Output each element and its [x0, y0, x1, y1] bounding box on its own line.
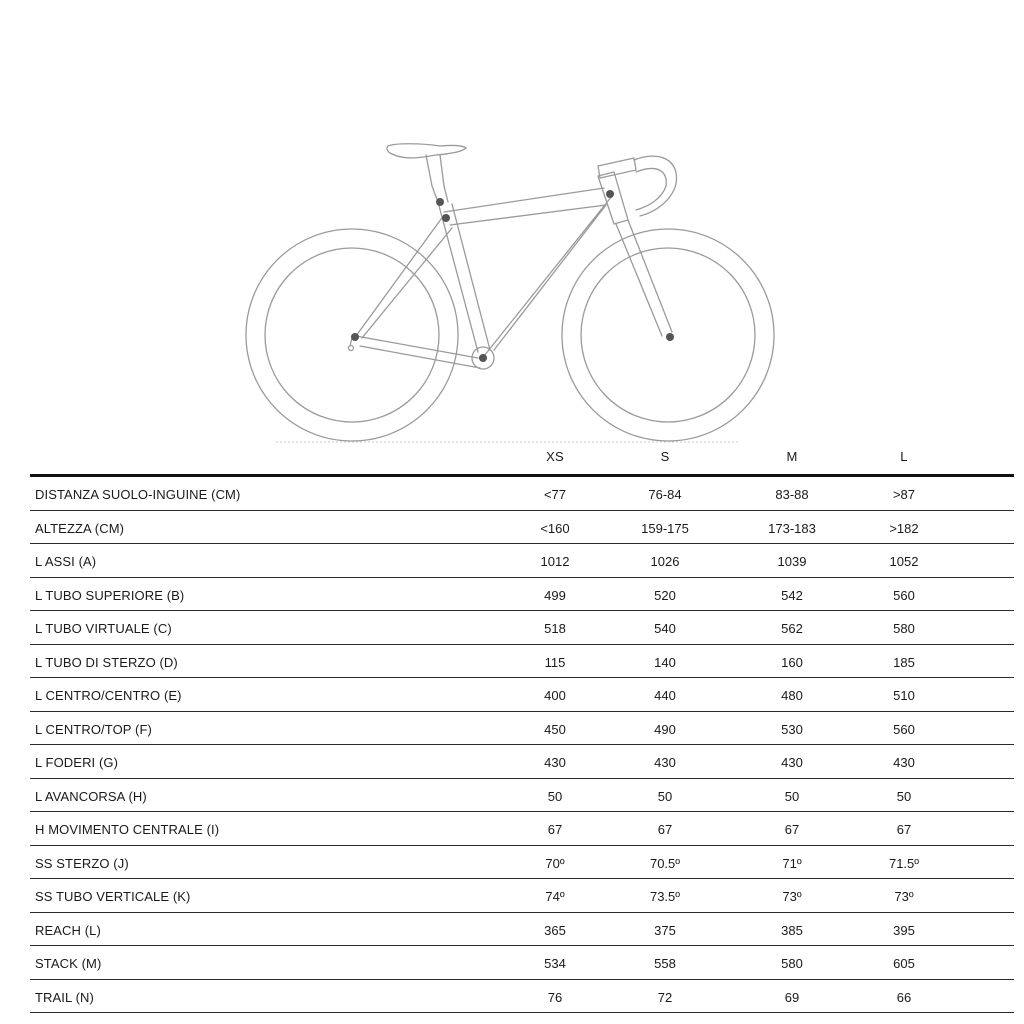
- value-cell-xs: <77: [543, 487, 567, 502]
- value-cell-xs: 50: [547, 788, 563, 804]
- row-label: L AVANCORSA (H): [35, 788, 147, 804]
- table-row: [30, 846, 1014, 880]
- value-cell-xs: 115: [544, 654, 566, 670]
- value-cell-xs: 499: [544, 587, 566, 603]
- value-cell-s: 159-175: [641, 520, 689, 536]
- fork: [616, 220, 672, 336]
- table-row: [30, 879, 1014, 913]
- table-row: [30, 712, 1014, 746]
- value-cell-s: 1026: [650, 554, 680, 569]
- value-cell-m: 173-183: [768, 520, 816, 536]
- value-cell-s: 558: [654, 956, 676, 971]
- down-tube: [484, 196, 612, 356]
- geometry-table: [30, 440, 1014, 1013]
- value-cell-xs: 400: [544, 688, 566, 703]
- row-label: STACK (M): [35, 956, 102, 971]
- table-row: [30, 779, 1014, 813]
- table-row: [30, 980, 1014, 1014]
- row-label: DISTANZA SUOLO-INGUINE (CM): [35, 487, 241, 502]
- value-cell-s: 520: [654, 587, 676, 603]
- size-header-l: L: [900, 449, 908, 464]
- value-cell-l: 510: [893, 688, 915, 703]
- row-label: L CENTRO/CENTRO (E): [35, 688, 182, 703]
- size-header-s: S: [660, 449, 670, 464]
- point-front-axle: [666, 333, 674, 341]
- value-cell-m: 562: [781, 621, 803, 636]
- value-cell-s: 140: [654, 654, 676, 670]
- value-cell-xs: 534: [544, 956, 566, 971]
- table-row: [30, 578, 1014, 612]
- table-row: [30, 544, 1014, 578]
- row-label: SS STERZO (J): [35, 855, 129, 871]
- value-cell-s: 375: [654, 922, 676, 938]
- value-cell-s: 540: [654, 621, 676, 636]
- value-cell-s: 73.5º: [649, 889, 681, 904]
- value-cell-m: 71º: [782, 855, 802, 871]
- point-rear-axle: [351, 333, 359, 341]
- value-cell-xs: 518: [544, 621, 566, 636]
- value-cell-s: 440: [654, 688, 676, 703]
- value-cell-l: 1052: [889, 554, 919, 569]
- value-cell-s: 490: [654, 721, 676, 737]
- value-cell-l: 605: [893, 956, 915, 971]
- value-cell-m: 69: [784, 989, 800, 1005]
- value-cell-m: 83-88: [775, 487, 809, 502]
- value-cell-l: 580: [893, 621, 915, 636]
- value-cell-xs: 67: [547, 822, 563, 837]
- seat-tube: [438, 202, 490, 352]
- table-row: [30, 477, 1014, 511]
- value-cell-l: 67: [896, 822, 912, 837]
- bike-frame-diagram: [240, 136, 780, 446]
- value-cell-xs: 1012: [540, 554, 570, 569]
- value-cell-s: 76-84: [648, 487, 682, 502]
- value-cell-l: 66: [896, 989, 912, 1005]
- point-bottom-bracket: [479, 354, 487, 362]
- value-cell-m: 67: [784, 822, 800, 837]
- table-body: [30, 477, 1014, 1013]
- value-cell-s: 67: [657, 822, 673, 837]
- value-cell-m: 580: [781, 956, 803, 971]
- point-top-tube-junction: [442, 214, 450, 222]
- table-row: [30, 812, 1014, 846]
- value-cell-l: 50: [896, 788, 912, 804]
- value-cell-m: 542: [781, 587, 803, 603]
- value-cell-l: 71.5º: [888, 855, 920, 871]
- value-cell-l: >182: [889, 520, 919, 536]
- value-cell-l: >87: [892, 487, 916, 502]
- value-cell-l: 185: [893, 654, 915, 670]
- table-row: [30, 645, 1014, 679]
- value-cell-l: 560: [893, 587, 915, 603]
- row-label: TRAIL (N): [35, 989, 94, 1005]
- row-label: L ASSI (A): [35, 554, 97, 569]
- point-seatpost: [436, 198, 444, 206]
- value-cell-m: 73º: [782, 889, 802, 904]
- value-cell-m: 50: [784, 788, 800, 804]
- value-cell-m: 430: [781, 755, 803, 770]
- value-cell-l: 395: [893, 922, 915, 938]
- value-cell-l: 430: [893, 755, 915, 770]
- size-header-xs: XS: [546, 449, 564, 464]
- value-cell-m: 480: [781, 688, 803, 703]
- value-cell-m: 160: [781, 654, 803, 670]
- value-cell-xs: 430: [544, 755, 566, 770]
- value-cell-xs: <160: [540, 520, 570, 536]
- size-header-m: M: [786, 449, 798, 464]
- value-cell-l: 73º: [894, 889, 914, 904]
- value-cell-l: 560: [893, 721, 915, 737]
- row-label: H MOVIMENTO CENTRALE (I): [35, 822, 220, 837]
- row-label: REACH (L): [35, 922, 101, 938]
- table-row: [30, 511, 1014, 545]
- value-cell-m: 385: [781, 922, 803, 938]
- row-label: L CENTRO/TOP (F): [35, 721, 152, 737]
- row-label: L FODERI (G): [35, 755, 119, 770]
- value-cell-s: 430: [654, 755, 676, 770]
- value-cell-m: 530: [781, 721, 803, 737]
- head-tube: [598, 172, 628, 224]
- chain-stay: [356, 336, 480, 368]
- handlebar: [634, 156, 677, 216]
- value-cell-xs: 450: [544, 721, 566, 737]
- row-label: L TUBO DI STERZO (D): [35, 654, 178, 670]
- seatpost: [426, 155, 448, 202]
- row-label: L TUBO SUPERIORE (B): [35, 587, 185, 603]
- top-tube: [444, 188, 606, 225]
- value-cell-m: 1039: [777, 554, 807, 569]
- row-label: L TUBO VIRTUALE (C): [35, 621, 172, 636]
- value-cell-xs: 365: [544, 922, 566, 938]
- row-label: SS TUBO VERTICALE (K): [35, 889, 191, 904]
- value-cell-xs: 74º: [545, 889, 565, 904]
- table-row: [30, 946, 1014, 980]
- table-row: [30, 745, 1014, 779]
- point-head-tube-top: [606, 190, 614, 198]
- value-cell-s: 72: [657, 989, 673, 1005]
- table-row: [30, 611, 1014, 645]
- table-row: [30, 913, 1014, 947]
- value-cell-xs: 76: [547, 989, 563, 1005]
- table-row: [30, 678, 1014, 712]
- value-cell-s: 50: [657, 788, 673, 804]
- row-label: ALTEZZA (CM): [35, 520, 125, 536]
- value-cell-xs: 70º: [545, 855, 565, 871]
- value-cell-s: 70.5º: [649, 855, 681, 871]
- size-header-row: [30, 440, 1014, 477]
